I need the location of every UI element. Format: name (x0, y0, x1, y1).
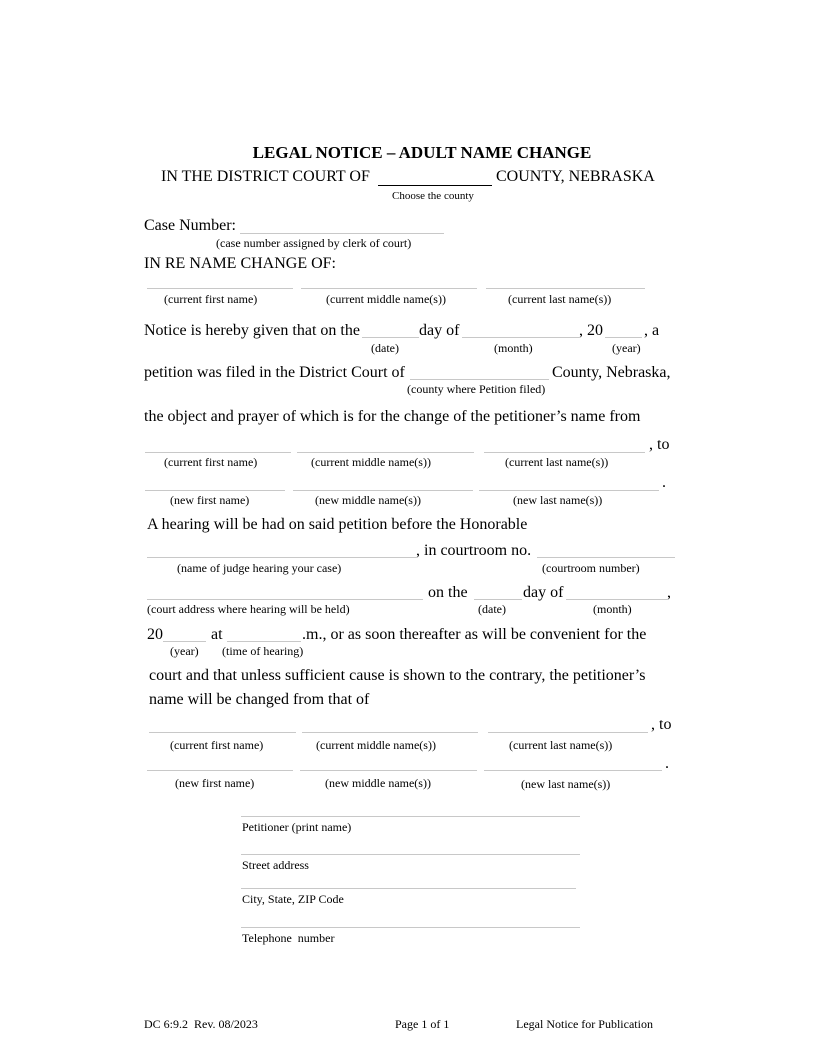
notice-text-d: , a (644, 322, 660, 339)
county-select[interactable] (378, 185, 492, 186)
document-title: LEGAL NOTICE – ADULT NAME CHANGE (252, 143, 592, 162)
judge-name-input[interactable] (147, 557, 416, 558)
caption-year: (year) (612, 341, 641, 355)
notice-text-b: day of (419, 322, 460, 339)
courtroom-text: , in courtroom no. (416, 542, 532, 559)
caption-current-first: (current first name) (164, 292, 258, 306)
period-2: . (665, 755, 669, 772)
hearing-year-input[interactable] (163, 641, 206, 642)
top-current-first-input[interactable] (147, 288, 293, 289)
caption-judge: (name of judge hearing your case) (177, 561, 342, 575)
courtroom-number-input[interactable] (537, 557, 675, 558)
from-current-middle-input[interactable] (297, 452, 474, 453)
hearing-date-input[interactable] (474, 599, 522, 600)
caption-current-last: (current last name(s)) (508, 292, 612, 306)
telephone-label: Telephone number (242, 931, 335, 945)
caption-date: (date) (371, 341, 399, 355)
hearing-time-input[interactable] (227, 641, 301, 642)
court-address-input[interactable] (147, 599, 423, 600)
filed-date-input[interactable] (362, 337, 419, 338)
caption-date-2: (date) (478, 602, 506, 616)
footer-page: Page 1 of 1 (395, 1017, 450, 1031)
top-current-middle-input[interactable] (301, 288, 477, 289)
caption-new-first: (new first name) (170, 493, 250, 507)
case-number-label: Case Number: (144, 217, 236, 234)
day-of-text: day of (523, 584, 564, 601)
changed-new-last-input[interactable] (484, 770, 662, 771)
county-hint: Choose the county (392, 190, 474, 202)
petition-text-a: petition was filed in the District Court of (144, 364, 405, 381)
caption-current-middle-3: (current middle name(s)) (316, 738, 436, 752)
time-suffix-text: .m., or as soon thereafter as will be convenient for the (302, 626, 647, 643)
from-current-last-input[interactable] (484, 452, 645, 453)
hearing-month-input[interactable] (566, 599, 667, 600)
caption-new-first-2: (new first name) (175, 776, 255, 790)
changed-new-middle-input[interactable] (300, 770, 477, 771)
petitioner-name-input[interactable] (241, 816, 580, 817)
changed-new-first-input[interactable] (147, 770, 293, 771)
filed-county-input[interactable] (410, 379, 549, 380)
court-line-2: name will be changed from that of (149, 691, 370, 708)
footer-form-id: DC 6:9.2 Rev. 08/2023 (144, 1017, 258, 1031)
city-state-zip-label: City, State, ZIP Code (242, 892, 344, 906)
caption-current-first-2: (current first name) (164, 455, 258, 469)
city-state-zip-input[interactable] (241, 888, 576, 889)
caption-year-2: (year) (170, 644, 199, 658)
changed-current-first-input[interactable] (149, 732, 296, 733)
caption-new-last: (new last name(s)) (513, 493, 603, 507)
court-line-prefix: IN THE DISTRICT COURT OF (161, 168, 370, 185)
in-re-heading: IN RE NAME CHANGE OF: (144, 255, 336, 272)
caption-court-address: (court address where hearing will be held) (147, 602, 350, 616)
caption-month: (month) (494, 341, 533, 355)
case-number-caption: (case number assigned by clerk of court) (216, 236, 412, 250)
period-1: . (662, 474, 666, 491)
caption-current-middle-2: (current middle name(s)) (311, 455, 431, 469)
to-new-first-input[interactable] (145, 490, 285, 491)
petitioner-label: Petitioner (print name) (242, 820, 352, 834)
caption-new-last-2: (new last name(s)) (521, 777, 611, 791)
caption-time: (time of hearing) (222, 644, 304, 658)
from-current-first-input[interactable] (145, 452, 291, 453)
hearing-text: A hearing will be had on said petition before the Honorable (147, 516, 528, 533)
caption-new-middle-2: (new middle name(s)) (325, 776, 431, 790)
at-text: at (211, 626, 223, 643)
comma-to-1: , to (649, 436, 670, 453)
to-new-middle-input[interactable] (293, 490, 473, 491)
caption-month-2: (month) (593, 602, 632, 616)
changed-current-last-input[interactable] (488, 732, 648, 733)
court-line-suffix: COUNTY, NEBRASKA (496, 168, 655, 185)
changed-current-middle-input[interactable] (302, 732, 478, 733)
caption-courtroom: (courtroom number) (542, 561, 640, 575)
notice-text-c: , 20 (579, 322, 603, 339)
filed-year-input[interactable] (605, 337, 642, 338)
caption-current-last-2: (current last name(s)) (505, 455, 609, 469)
notice-text-a: Notice is hereby given that on the (144, 322, 360, 339)
to-new-last-input[interactable] (479, 490, 659, 491)
caption-county-filed: (county where Petition filed) (407, 382, 546, 396)
petition-text-b: County, Nebraska, (552, 364, 671, 381)
caption-current-last-3: (current last name(s)) (509, 738, 613, 752)
caption-new-middle: (new middle name(s)) (315, 493, 421, 507)
caption-current-middle: (current middle name(s)) (326, 292, 446, 306)
caption-current-first-3: (current first name) (170, 738, 264, 752)
telephone-input[interactable] (241, 927, 580, 928)
street-address-input[interactable] (241, 854, 580, 855)
comma-to-2: , to (651, 716, 672, 733)
object-text: the object and prayer of which is for the change of the petitioner’s name from (144, 408, 641, 425)
comma-1: , (667, 584, 671, 601)
filed-month-input[interactable] (462, 337, 579, 338)
top-current-last-input[interactable] (486, 288, 645, 289)
on-the-text: on the (428, 584, 468, 601)
case-number-input[interactable] (240, 233, 444, 234)
street-address-label: Street address (242, 858, 309, 872)
court-line-1: court and that unless sufficient cause is shown to the contrary, the petitioner’s (149, 667, 646, 684)
twenty-text: 20 (147, 626, 163, 643)
footer-doc-name: Legal Notice for Publication (516, 1017, 653, 1031)
